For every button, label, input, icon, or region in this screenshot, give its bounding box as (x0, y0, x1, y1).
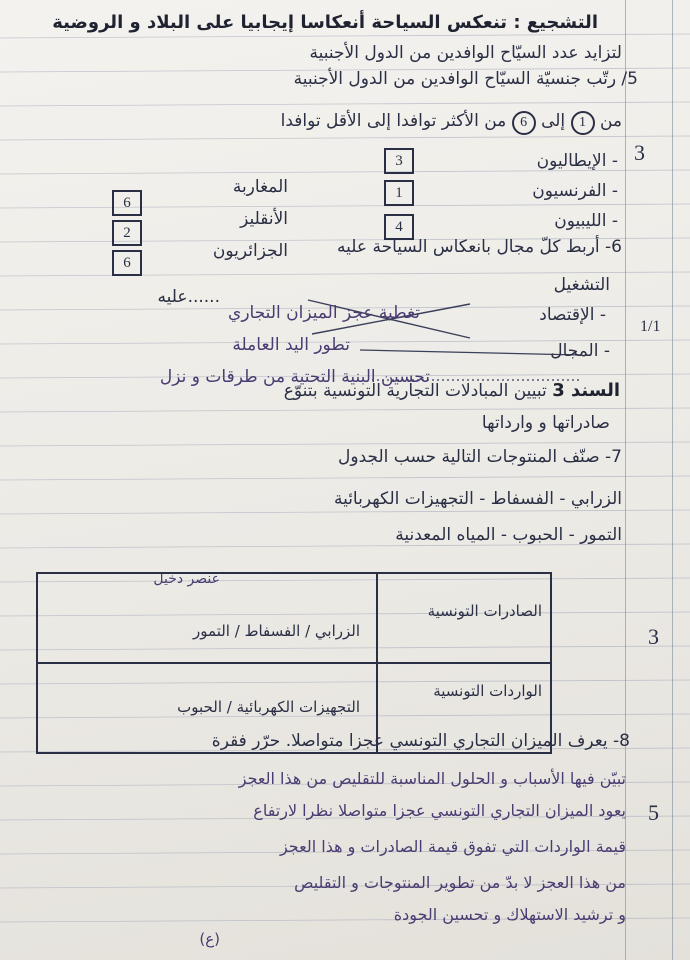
q5-right-item: - الليبيون (554, 211, 618, 231)
q6-effect: تغطية عجز الميزان التجاري (228, 303, 420, 323)
table-header-exports: الصادرات التونسية (427, 602, 542, 620)
q7-table (36, 572, 552, 754)
q7-products-line2: التمور - الحبوب - المياه المعدنية (395, 525, 622, 545)
sanad-3-text-2: صادراتها و وارداتها (481, 413, 610, 433)
q6-effect: تحسين البنية التحتية من طرقات و نزل (159, 367, 430, 387)
line-2: لتزايد عدد السيّاح الوافدين من الدول الأجنبية (309, 43, 622, 63)
q6-effect: ......عليه (157, 287, 220, 307)
q5-range-suffix: من الأكثر توافدا إلى الأقل توافدا (280, 111, 507, 131)
score-mark: 3 (634, 140, 645, 165)
q8-answer-line: (ع) (199, 930, 220, 948)
q8-answer-line: و ترشيد الاستهلاك و تحسين الجودة (393, 905, 626, 924)
table-header-imports: الواردات التونسية (433, 682, 542, 700)
q6-domain: - المجال (550, 341, 610, 361)
score-mark: 3 (648, 624, 659, 649)
q5-range-prefix: من (599, 111, 622, 131)
q5-right-item: - الفرنسيون (532, 181, 618, 201)
table-row-divider (38, 662, 550, 664)
q5-right-rank: 3 (384, 148, 414, 174)
q5-left-rank: 2 (112, 220, 142, 246)
q8-answer-line: من هذا العجز لا بدّ من تطوير المنتوجات و التقليص (294, 873, 626, 892)
q7-note: عنصر دخيل (153, 571, 220, 587)
table-cell-exports: الزرابي / الفسفاط / التمور (193, 622, 360, 640)
sanad-3 (284, 380, 620, 402)
q5-range-start: 1 (571, 111, 595, 135)
sanad-3-text: تبيين المبادلات التجارية التونسية بتنوّع (283, 381, 547, 401)
margin-line-2 (672, 0, 673, 960)
q8-answer-line: يعود الميزان التجاري التونسي عجزا متواصلا نظرا لارتفاع (253, 801, 626, 820)
q5-range (281, 110, 622, 135)
q6-effect: تطور اليد العاملة (232, 335, 350, 355)
q5-range-end: 6 (512, 111, 536, 135)
q5-question: 5/ رتّب جنسيّة السيّاح الوافدين من الدول الأجنبية (293, 69, 638, 89)
q7-question: 7- صنّف المنتوجات التالية حسب الجدول (338, 447, 622, 467)
q5-left-item: المغاربة (232, 177, 288, 197)
table-cell-imports: التجهيزات الكهربائية / الحبوب (177, 698, 360, 716)
score-mark: 1/1 (640, 318, 661, 335)
q8-answer-line: تبيّن فيها الأسباب و الحلول المناسبة للتقليص من هذا العجز (238, 769, 626, 788)
q8-question: 8- يعرف الميزان التجاري التونسي عجزا متواصلا. حرّر فقرة (211, 731, 630, 751)
q8-answer-line: قيمة الواردات التي تفوق قيمة الصادرات و هذا العجز (279, 837, 626, 856)
q5-right-rank: 1 (384, 180, 414, 206)
header-line: التشجيع : تنعكس السياحة أنعكاسا إيجابيا على البلاد و الروضية (52, 12, 598, 33)
q5-left-rank: 6 (112, 250, 142, 276)
q6-domain: التشغيل (553, 275, 610, 295)
q5-right-item: - الإيطاليون (536, 151, 618, 171)
q5-range-mid: إلى (541, 111, 566, 131)
q6-domain: - الإقتصاد (539, 305, 606, 325)
q5-left-item: الأنقليز (240, 209, 288, 229)
sanad-3-label: السند 3 (552, 380, 620, 401)
q6-question: 6- أربط كلّ مجال بانعكاس السياحة عليه (337, 237, 622, 257)
q5-left-item: الجزائريون (212, 241, 288, 261)
score-mark: 5 (648, 800, 659, 825)
q5-left-rank: 6 (112, 190, 142, 216)
q5-right-rank: 4 (384, 214, 414, 240)
q7-products-line1: الزرابي - الفسفاط - التجهيزات الكهربائية (333, 489, 622, 509)
